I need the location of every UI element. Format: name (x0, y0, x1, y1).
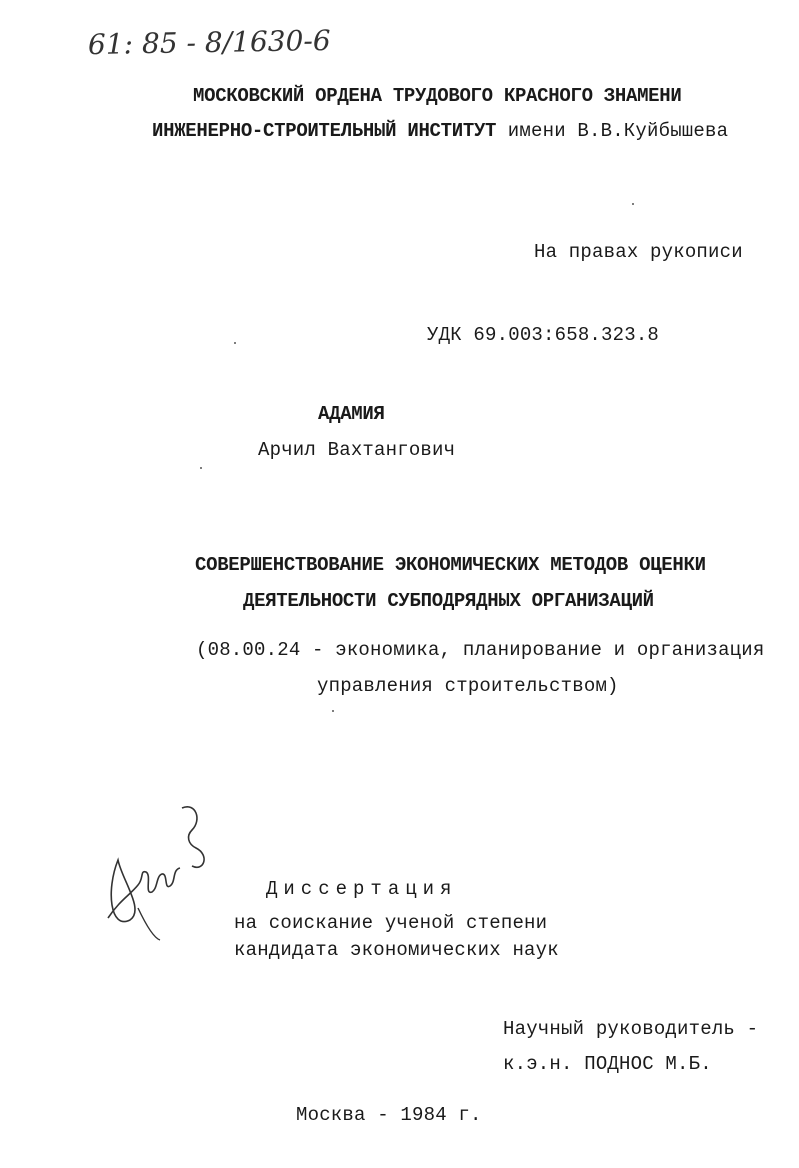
scan-speck (200, 467, 202, 469)
scan-speck (234, 342, 236, 344)
title-line-2: ДЕЯТЕЛЬНОСТИ СУБПОДРЯДНЫХ ОРГАНИЗАЦИЙ (243, 590, 654, 612)
institute-name-caps: ИНЖЕНЕРНО-СТРОИТЕЛЬНЫЙ ИНСТИТУТ (152, 120, 497, 142)
institute-name-rest: имени В.В.Куйбышева (507, 120, 729, 142)
supervisor-label: Научный руководитель - (503, 1018, 759, 1040)
institute-line-1: МОСКОВСКИЙ ОРДЕНА ТРУДОВОГО КРАСНОГО ЗНАМЕНИ (193, 85, 682, 107)
manuscript-rights: На правах рукописи (534, 241, 743, 263)
place-and-year: Москва - 1984 г. (296, 1104, 482, 1126)
supervisor-name: к.э.н. ПОДНОС М.Б. (503, 1053, 712, 1075)
handwritten-catalog-code: 61: 85 - 8/1630-6 (87, 23, 331, 62)
author-signature (100, 800, 220, 950)
author-given-name: Арчил Вахтангович (258, 439, 456, 461)
author-surname: АДАМИЯ (318, 403, 385, 425)
scan-speck (632, 203, 634, 205)
scan-speck (332, 710, 334, 712)
degree-line-1: на соискание ученой степени (234, 912, 548, 934)
dissertation-heading: Диссертация (266, 878, 458, 900)
specialty-line-1: (08.00.24 - экономика, планирование и организация (196, 639, 765, 661)
degree-line-2: кандидата экономических наук (234, 939, 559, 961)
udk-code: УДК 69.003:658.323.8 (427, 324, 660, 346)
title-line-1: СОВЕРШЕНСТВОВАНИЕ ЭКОНОМИЧЕСКИХ МЕТОДОВ ОЦЕНКИ (195, 554, 706, 576)
specialty-line-2: управления строительством) (317, 675, 619, 697)
institute-line-2 (152, 119, 728, 143)
